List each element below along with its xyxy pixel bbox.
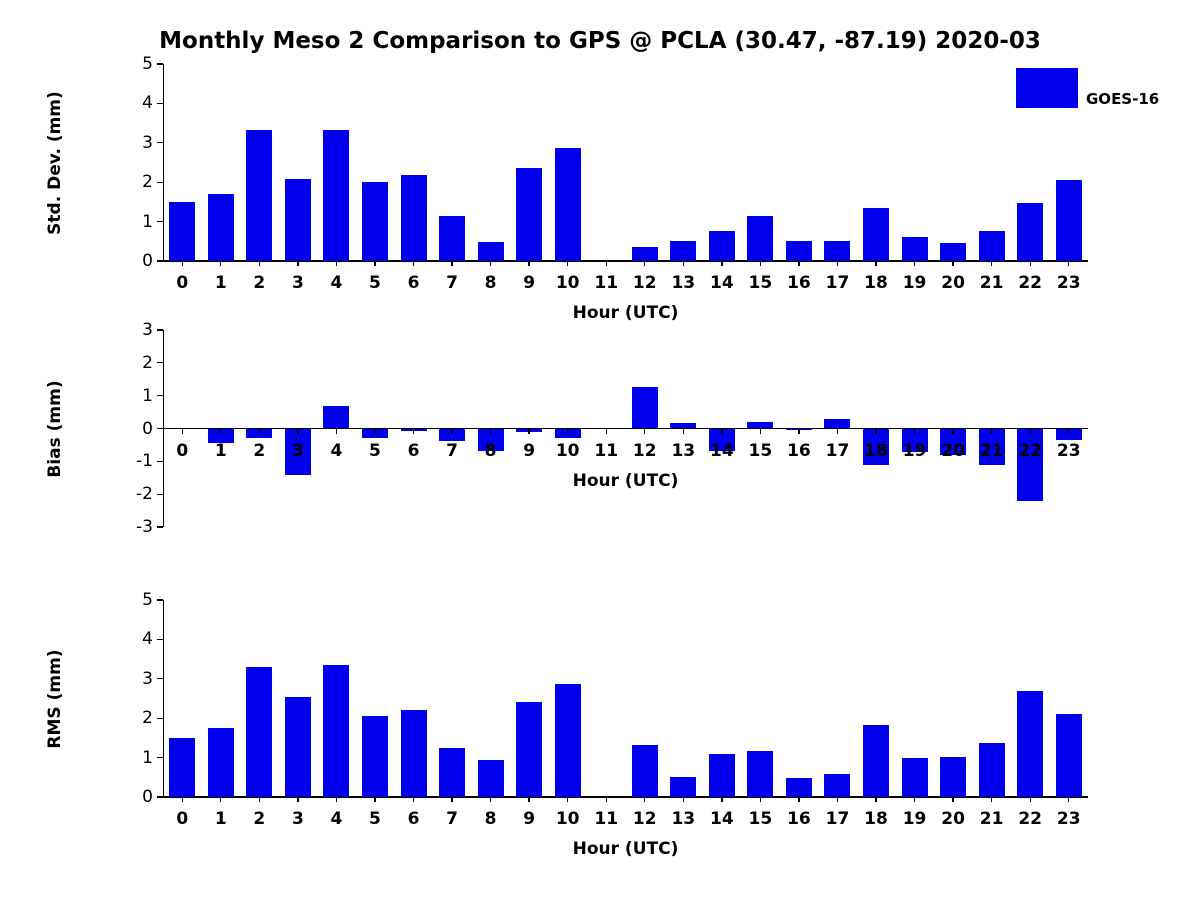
bar	[323, 130, 349, 261]
bar	[323, 665, 349, 797]
bar	[478, 760, 504, 797]
x-tick-label: 6	[407, 809, 420, 829]
x-tick	[721, 796, 722, 802]
x-tick	[567, 796, 568, 802]
y-tick	[157, 639, 163, 640]
x-tick	[875, 796, 876, 802]
y-axis-label: Std. Dev. (mm)	[45, 90, 65, 235]
x-tick-label: 5	[369, 273, 381, 293]
y-tick-label: 3	[142, 132, 153, 153]
bar	[246, 130, 272, 261]
x-tick	[606, 260, 607, 266]
x-tick-label: 5	[369, 440, 381, 461]
x-tick	[1030, 796, 1031, 802]
x-tick	[644, 428, 645, 434]
x-tick-label: 22	[1018, 440, 1043, 461]
bar	[1056, 714, 1082, 797]
x-tick	[567, 260, 568, 266]
x-tick-label: 4	[330, 440, 343, 461]
x-tick-label: 10	[555, 809, 580, 829]
y-tick-label: -3	[136, 517, 153, 537]
bar	[208, 728, 234, 797]
bar	[747, 216, 773, 261]
bar	[940, 757, 966, 797]
x-tick	[914, 428, 915, 434]
x-tick	[490, 260, 491, 266]
y-tick-label: -1	[136, 451, 153, 472]
x-tick	[991, 796, 992, 802]
bar	[979, 231, 1005, 261]
bar	[863, 208, 889, 261]
bar	[1017, 691, 1043, 797]
y-tick	[157, 329, 163, 330]
y-tick	[157, 757, 163, 758]
bar	[824, 241, 850, 261]
x-tick	[760, 260, 761, 266]
x-tick	[952, 428, 953, 434]
bar	[1017, 203, 1043, 261]
x-tick-label: 11	[594, 273, 619, 293]
y-tick	[157, 494, 163, 495]
x-tick-label: 18	[864, 440, 888, 461]
y-axis-line	[163, 64, 164, 261]
x-tick-label: 6	[407, 273, 420, 293]
y-tick-label: 1	[142, 385, 153, 406]
x-tick	[259, 796, 260, 802]
x-tick-label: 9	[523, 273, 536, 293]
x-tick	[374, 428, 375, 434]
x-tick	[182, 796, 183, 802]
x-tick-label: 3	[291, 809, 304, 829]
x-tick	[683, 428, 684, 434]
x-tick	[220, 428, 221, 434]
x-tick	[875, 260, 876, 266]
x-tick-label: 19	[902, 440, 927, 461]
x-tick	[490, 796, 491, 802]
x-tick-label: 21	[979, 440, 1004, 461]
bar	[516, 702, 542, 797]
y-axis-label: RMS (mm)	[45, 648, 65, 749]
x-tick-label: 2	[253, 809, 266, 829]
x-tick	[914, 796, 915, 802]
x-tick	[837, 796, 838, 802]
x-tick	[875, 428, 876, 434]
x-tick-label: 15	[748, 440, 773, 461]
chart-panel-bias	[45, 320, 1088, 537]
bar	[709, 231, 735, 261]
x-tick-label: 13	[671, 440, 696, 461]
y-tick	[157, 221, 163, 222]
x-tick	[1030, 260, 1031, 266]
x-tick-label: 0	[176, 440, 189, 461]
legend-label-goes16: GOES-16	[1086, 90, 1160, 108]
x-tick-label: 10	[555, 273, 580, 293]
x-tick-label: 2	[253, 273, 266, 293]
x-tick-label: 18	[864, 273, 888, 293]
x-tick-label: 21	[979, 809, 1004, 829]
x-axis-label: Hour (UTC)	[572, 303, 679, 323]
x-tick-label: 1	[214, 273, 227, 293]
x-tick-label: 19	[902, 273, 927, 293]
x-tick-label: 23	[1056, 809, 1081, 829]
bar	[632, 387, 658, 428]
x-tick-label: 3	[291, 440, 304, 461]
bar	[902, 237, 928, 261]
x-tick	[721, 260, 722, 266]
y-tick	[157, 362, 163, 363]
bar	[824, 774, 850, 797]
x-tick-label: 16	[787, 273, 811, 293]
plot-area-std-dev	[45, 54, 1088, 323]
legend	[1016, 68, 1176, 114]
x-tick	[1030, 428, 1031, 434]
x-tick	[451, 796, 452, 802]
y-tick	[157, 461, 163, 462]
x-tick	[528, 796, 529, 802]
x-tick	[297, 428, 298, 434]
x-tick-label: 18	[864, 809, 888, 829]
bar	[979, 743, 1005, 797]
x-tick-label: 8	[484, 809, 497, 829]
x-tick	[259, 260, 260, 266]
x-tick	[220, 796, 221, 802]
x-tick	[760, 796, 761, 802]
x-tick	[914, 260, 915, 266]
x-tick	[1068, 796, 1069, 802]
chart-panel-rms	[45, 590, 1088, 859]
bar	[747, 751, 773, 797]
plot-area-bias	[45, 320, 1088, 537]
x-tick-label: 21	[979, 273, 1004, 293]
bar	[632, 745, 658, 797]
bar	[786, 778, 812, 797]
x-tick-label: 7	[446, 273, 458, 293]
y-tick-label: 3	[142, 668, 153, 689]
x-axis-label: Hour (UTC)	[572, 470, 679, 491]
y-tick	[157, 599, 163, 600]
x-tick-label: 7	[446, 440, 458, 461]
x-tick-label: 6	[407, 440, 420, 461]
y-tick-label: 5	[142, 590, 153, 610]
x-tick-label: 13	[671, 273, 696, 293]
x-tick-label: 16	[787, 440, 811, 461]
x-tick	[413, 260, 414, 266]
x-tick	[798, 260, 799, 266]
x-tick	[336, 428, 337, 434]
x-tick	[336, 796, 337, 802]
x-tick	[297, 796, 298, 802]
x-tick-label: 22	[1018, 809, 1043, 829]
x-tick-label: 13	[671, 809, 696, 829]
x-tick-label: 1	[214, 809, 227, 829]
bar	[632, 247, 658, 261]
x-tick	[644, 260, 645, 266]
x-tick-label: 8	[484, 440, 497, 461]
y-tick	[157, 142, 163, 143]
x-tick	[336, 260, 337, 266]
y-tick-label: 4	[142, 629, 153, 650]
bar	[709, 754, 735, 797]
x-tick-label: 20	[941, 440, 965, 461]
y-tick	[157, 428, 163, 429]
x-tick-label: 3	[291, 273, 304, 293]
y-tick-label: 1	[142, 211, 153, 232]
x-tick	[837, 428, 838, 434]
x-tick	[606, 796, 607, 802]
page-title: Monthly Meso 2 Comparison to GPS @ PCLA (30.47, -87.19) 2020-03	[159, 28, 1041, 54]
x-tick	[182, 428, 183, 434]
bar	[478, 242, 504, 261]
x-tick-label: 8	[484, 273, 497, 293]
x-tick	[991, 428, 992, 434]
y-tick-label: 2	[142, 172, 153, 193]
x-tick-label: 4	[330, 273, 343, 293]
x-tick-label: 14	[710, 809, 734, 829]
y-tick	[157, 395, 163, 396]
x-tick	[644, 796, 645, 802]
bar	[439, 748, 465, 797]
x-tick	[451, 260, 452, 266]
x-tick-label: 20	[941, 809, 965, 829]
y-axis-label: Bias (mm)	[45, 379, 65, 478]
x-tick-label: 17	[825, 273, 850, 293]
bar	[670, 777, 696, 797]
x-tick	[567, 428, 568, 434]
bar	[670, 241, 696, 261]
x-tick-label: 17	[825, 809, 850, 829]
x-tick-label: 2	[253, 440, 266, 461]
x-tick	[297, 260, 298, 266]
x-tick	[683, 260, 684, 266]
bar	[940, 243, 966, 261]
y-tick-label: 4	[142, 93, 153, 114]
x-tick	[374, 796, 375, 802]
x-tick	[220, 260, 221, 266]
x-tick	[798, 428, 799, 434]
bar	[1056, 180, 1082, 261]
x-tick-label: 5	[369, 809, 381, 829]
y-tick-label: 3	[142, 320, 153, 340]
plot-area-rms	[45, 590, 1088, 859]
x-tick-label: 0	[176, 809, 189, 829]
x-tick	[528, 260, 529, 266]
y-tick-label: 1	[142, 747, 153, 768]
y-tick-label: 0	[142, 251, 153, 271]
x-tick	[490, 428, 491, 434]
x-tick-label: 9	[523, 809, 536, 829]
x-tick-label: 23	[1056, 440, 1081, 461]
y-tick	[157, 103, 163, 104]
y-tick-label: 0	[142, 787, 153, 807]
x-tick	[683, 796, 684, 802]
x-tick-label: 12	[632, 809, 657, 829]
bar	[516, 168, 542, 261]
bar	[555, 148, 581, 261]
bar	[169, 202, 195, 261]
x-tick	[760, 428, 761, 434]
x-tick-label: 12	[632, 273, 657, 293]
bar	[555, 684, 581, 797]
bar	[208, 194, 234, 261]
y-tick-label: 2	[142, 708, 153, 729]
y-axis-line	[163, 600, 164, 797]
x-tick	[413, 428, 414, 434]
bar	[285, 697, 311, 797]
bar	[401, 175, 427, 261]
y-tick	[157, 182, 163, 183]
y-tick	[157, 260, 163, 261]
bar	[439, 216, 465, 261]
bar	[285, 179, 311, 261]
x-tick-label: 22	[1018, 273, 1043, 293]
legend-swatch-goes16	[1016, 68, 1078, 108]
x-tick-label: 19	[902, 809, 927, 829]
y-tick-label: -2	[136, 484, 153, 505]
x-tick	[1068, 428, 1069, 434]
x-tick-label: 15	[748, 273, 773, 293]
bar	[902, 758, 928, 797]
x-tick-label: 16	[787, 809, 811, 829]
x-tick	[182, 260, 183, 266]
x-tick-label: 20	[941, 273, 965, 293]
x-tick-label: 10	[555, 440, 580, 461]
bar	[362, 716, 388, 797]
bar	[786, 241, 812, 261]
x-axis-label: Hour (UTC)	[572, 839, 679, 859]
x-tick	[837, 260, 838, 266]
x-tick	[721, 428, 722, 434]
x-tick-label: 0	[176, 273, 189, 293]
x-tick	[991, 260, 992, 266]
x-tick-label: 17	[825, 440, 850, 461]
bar	[863, 725, 889, 797]
y-tick	[157, 526, 163, 527]
x-tick-label: 11	[594, 809, 619, 829]
bar	[169, 738, 195, 797]
x-tick-label: 7	[446, 809, 458, 829]
chart-panel-std-dev	[45, 54, 1088, 323]
x-tick	[1068, 260, 1069, 266]
x-tick-label: 11	[594, 440, 619, 461]
x-tick	[952, 796, 953, 802]
x-tick-label: 23	[1056, 273, 1081, 293]
x-tick-label: 14	[710, 440, 734, 461]
x-tick-label: 12	[632, 440, 657, 461]
x-tick-label: 14	[710, 273, 734, 293]
y-tick-label: 0	[142, 418, 153, 439]
x-tick	[952, 260, 953, 266]
x-tick-label: 4	[330, 809, 343, 829]
x-tick	[413, 796, 414, 802]
x-tick-label: 9	[523, 440, 536, 461]
y-tick-label: 5	[142, 54, 153, 74]
y-tick	[157, 718, 163, 719]
x-tick-label: 1	[214, 440, 227, 461]
y-tick	[157, 796, 163, 797]
x-tick	[528, 428, 529, 434]
y-tick-label: 2	[142, 352, 153, 373]
bar	[246, 667, 272, 797]
x-tick	[374, 260, 375, 266]
x-tick	[259, 428, 260, 434]
bar	[362, 182, 388, 261]
y-tick	[157, 678, 163, 679]
x-tick-label: 15	[748, 809, 773, 829]
y-tick	[157, 63, 163, 64]
bar	[323, 406, 349, 429]
x-tick	[606, 428, 607, 434]
x-tick	[798, 796, 799, 802]
bar	[401, 710, 427, 797]
x-tick	[451, 428, 452, 434]
